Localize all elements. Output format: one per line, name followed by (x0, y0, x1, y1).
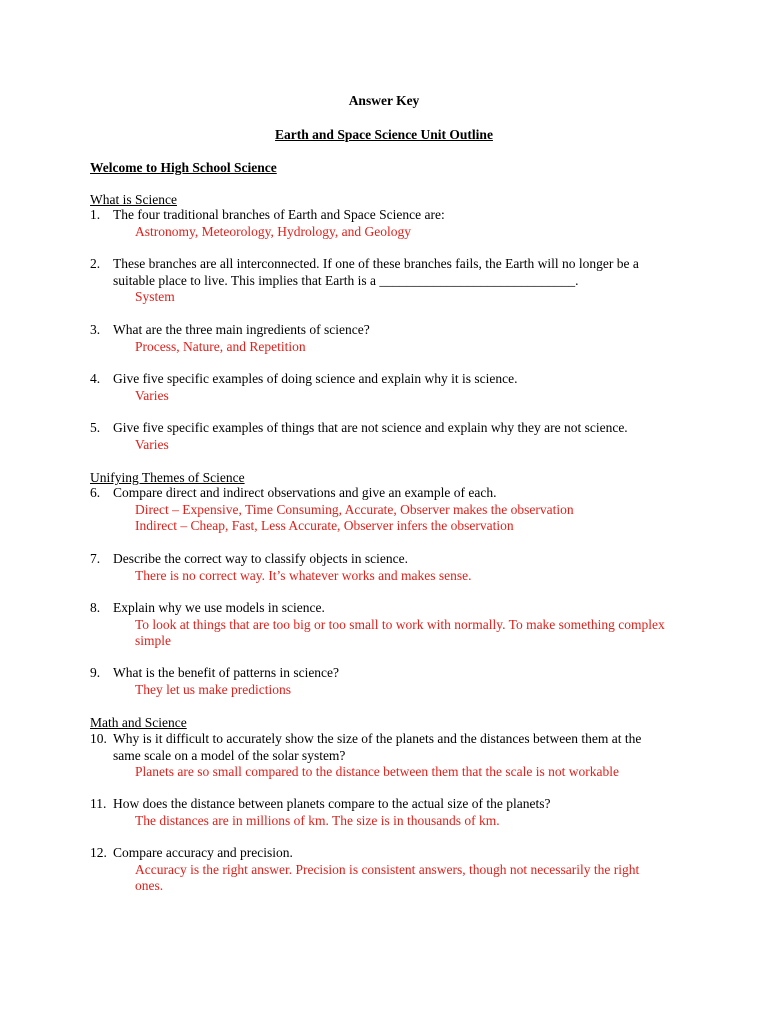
answer-text-direct: Direct – Expensive, Time Consuming, Accurate, Observer makes the observation (135, 501, 574, 517)
question-12 (90, 845, 670, 895)
answer-text: Accuracy is the right answer. Precision is consistent answers, though not necessarily the right ones. (135, 861, 640, 894)
question-number: 10. (90, 731, 107, 746)
section-heading-what-is-science: What is Science (90, 192, 177, 207)
question-8 (90, 600, 670, 650)
question-number: 1. (90, 207, 101, 222)
answer-text-indirect: Indirect – Cheap, Fast, Less Accurate, Observer infers the observation (135, 518, 514, 534)
question-text: How does the distance between planets compare to the actual size of the planets? (113, 796, 551, 811)
question-11 (90, 796, 670, 829)
question-text: Describe the correct way to classify objects in science. (113, 551, 409, 566)
question-number: 7. (90, 551, 101, 566)
question-text: Explain why we use models in science. (113, 600, 325, 615)
section-heading-unifying-themes: Unifying Themes of Science (90, 470, 245, 485)
question-number: 11. (90, 796, 107, 811)
question-number: 12. (90, 845, 107, 860)
question-4 (90, 371, 670, 404)
answer-text: Varies (135, 436, 169, 452)
question-1 (90, 207, 670, 240)
question-text: What are the three main ingredients of science? (113, 322, 370, 337)
question-number: 3. (90, 322, 101, 337)
answer-text: The distances are in millions of km. The size is in thousands of km. (135, 812, 500, 828)
question-6 (90, 485, 670, 535)
answer-text: Astronomy, Meteorology, Hydrology, and Geology (135, 223, 411, 239)
question-text: Give five specific examples of things that are not science and explain why they are not science. (113, 420, 628, 435)
welcome-heading: Welcome to High School Science (90, 160, 277, 175)
section-heading-math-and-science: Math and Science (90, 715, 187, 730)
question-text: These branches are all interconnected. If one of these branches fails, the Earth will no longer be a suitable place to live. This implies that Earth is a _____________________________. (113, 256, 639, 288)
question-text: Compare direct and indirect observations and give an example of each. (113, 485, 497, 500)
answer-text: Varies (135, 387, 169, 403)
question-text: Give five specific examples of doing science and explain why it is science. (113, 371, 518, 386)
page-title: Answer Key (348, 93, 420, 108)
question-number: 6. (90, 485, 101, 500)
question-10 (90, 731, 670, 781)
answer-text: To look at things that are too big or too small to work with normally. To make something complex simple (135, 616, 665, 649)
question-number: 2. (90, 256, 101, 271)
question-number: 8. (90, 600, 101, 615)
answer-text: There is no correct way. It’s whatever works and makes sense. (135, 567, 472, 583)
question-number: 9. (90, 665, 101, 680)
question-number: 4. (90, 371, 101, 386)
question-text: Compare accuracy and precision. (113, 845, 293, 860)
question-text: The four traditional branches of Earth and Space Science are: (113, 207, 445, 222)
question-text: Why is it difficult to accurately show the size of the planets and the distances between them at the same scale on a model of the solar system? (113, 731, 642, 763)
question-3 (90, 322, 670, 355)
question-number: 5. (90, 420, 101, 435)
question-5 (90, 420, 670, 453)
unit-outline-title: Earth and Space Science Unit Outline (275, 127, 493, 142)
answer-text: They let us make predictions (135, 681, 291, 697)
question-9 (90, 665, 670, 698)
question-7 (90, 551, 670, 584)
answer-text: Planets are so small compared to the distance between them that the scale is not workable (135, 764, 619, 780)
question-2 (90, 256, 670, 306)
answer-text: System (135, 289, 175, 305)
answer-text: Process, Nature, and Repetition (135, 338, 306, 354)
question-text: What is the benefit of patterns in science? (113, 665, 340, 680)
